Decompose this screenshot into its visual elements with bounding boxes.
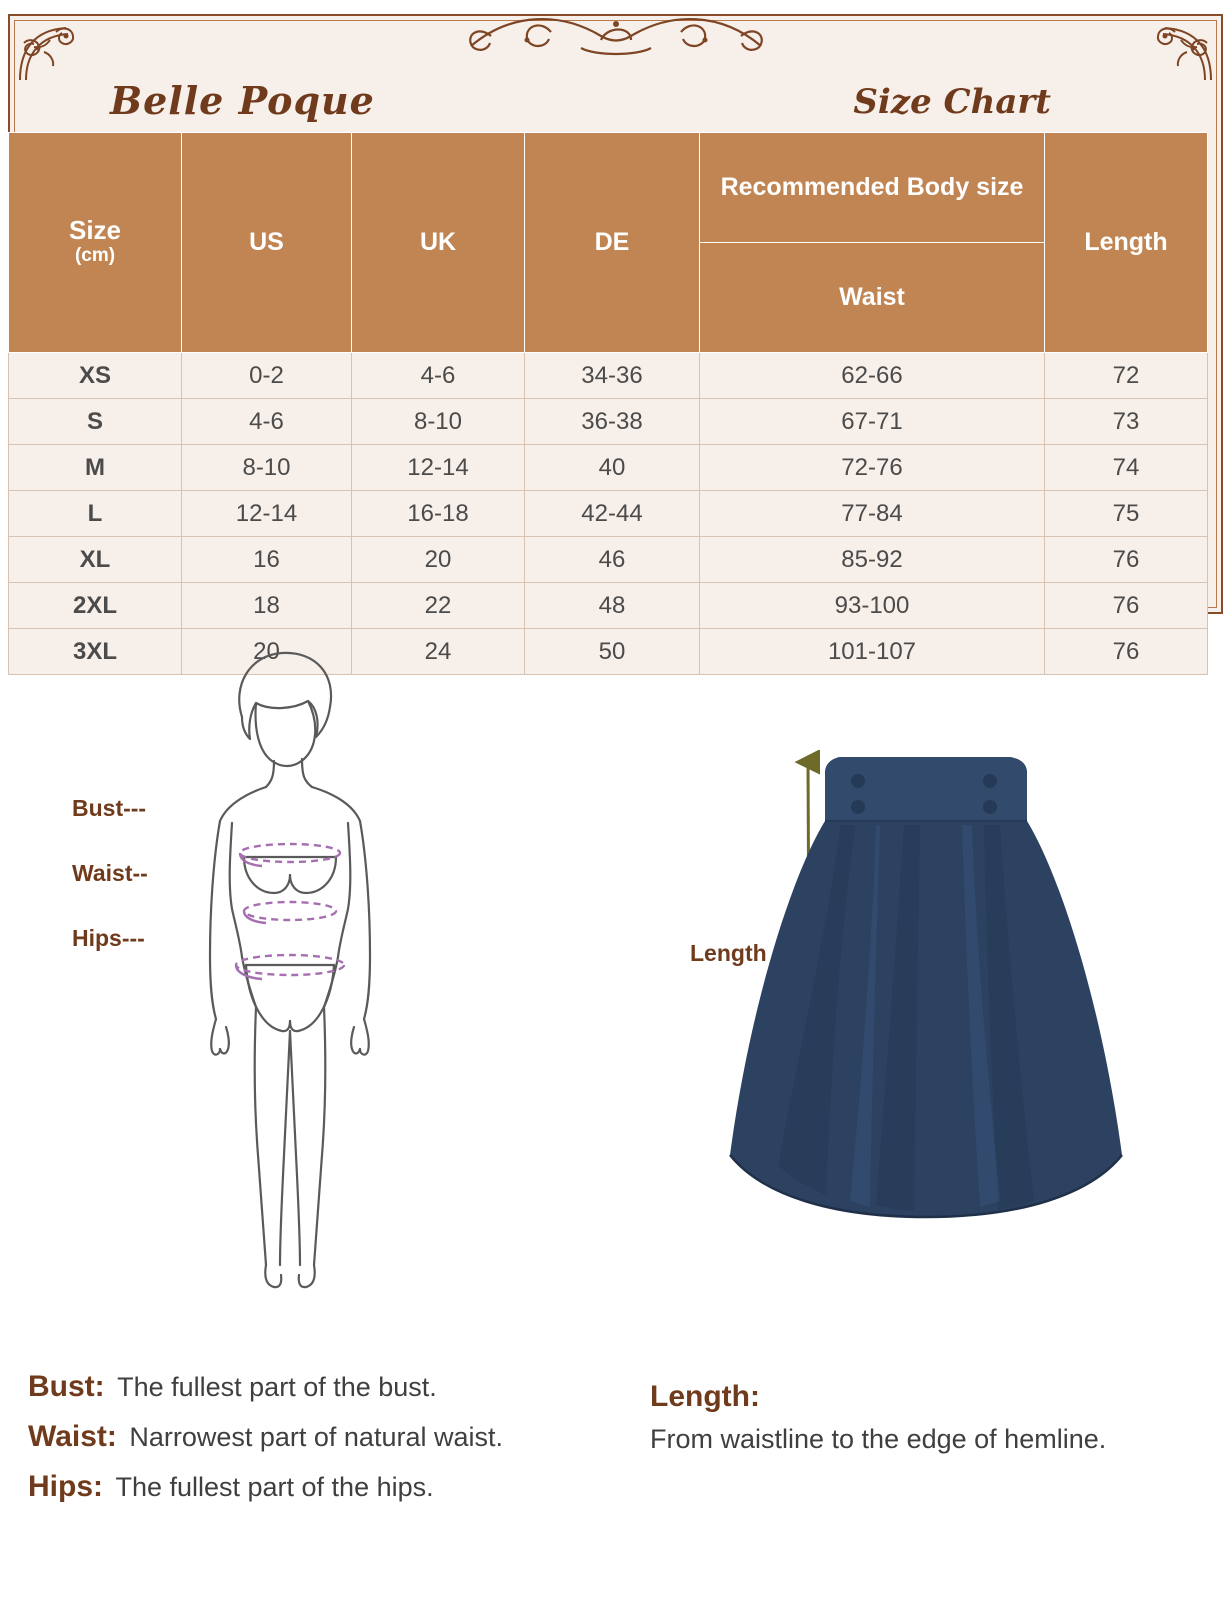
- label-hips: Hips---: [72, 925, 145, 951]
- cell-us: 20: [182, 629, 352, 675]
- illustration-area: [0, 625, 1231, 1315]
- col-header-length: Length: [1045, 133, 1208, 353]
- cell-size: XS: [9, 353, 182, 399]
- col-header-uk: UK: [352, 133, 525, 353]
- definition-waist: [28, 1420, 658, 1454]
- definition-length-term: Length:: [650, 1380, 760, 1413]
- cell-size: 3XL: [9, 629, 182, 675]
- cell-uk: 24: [352, 629, 525, 675]
- cell-us: 16: [182, 537, 352, 583]
- cell-uk: 8-10: [352, 399, 525, 445]
- definition-waist-text: Narrowest part of natural waist.: [129, 1422, 503, 1452]
- col-header-waist: Waist: [700, 243, 1045, 353]
- cell-waist: 62-66: [700, 353, 1045, 399]
- cell-size: S: [9, 399, 182, 445]
- definition-hips-text: The fullest part of the hips.: [115, 1472, 434, 1502]
- skirt-illustration-icon: [690, 725, 1160, 1285]
- table-row: [9, 445, 1208, 491]
- col-header-de: DE: [525, 133, 700, 353]
- cell-uk: 22: [352, 583, 525, 629]
- col-header-us: US: [182, 133, 352, 353]
- cell-us: 18: [182, 583, 352, 629]
- definition-hips-term: Hips:: [28, 1470, 103, 1503]
- size-table: [8, 132, 1208, 675]
- brand-name: Belle Poque: [110, 78, 375, 123]
- definition-waist-term: Waist:: [28, 1420, 117, 1453]
- cell-waist: 101-107: [700, 629, 1045, 675]
- cell-waist: 85-92: [700, 537, 1045, 583]
- cell-de: 36-38: [525, 399, 700, 445]
- cell-us: 12-14: [182, 491, 352, 537]
- cell-uk: 12-14: [352, 445, 525, 491]
- table-row: [9, 353, 1208, 399]
- cell-uk: 4-6: [352, 353, 525, 399]
- cell-waist: 93-100: [700, 583, 1045, 629]
- definition-length-text: From waistline to the edge of hemline.: [650, 1424, 1107, 1454]
- cell-size: XL: [9, 537, 182, 583]
- table-row: [9, 583, 1208, 629]
- cell-us: 0-2: [182, 353, 352, 399]
- cell-de: 40: [525, 445, 700, 491]
- body-figure-icon: [170, 635, 400, 1305]
- cell-size: M: [9, 445, 182, 491]
- cell-waist: 67-71: [700, 399, 1045, 445]
- cell-size: L: [9, 491, 182, 537]
- cell-uk: 16-18: [352, 491, 525, 537]
- col-header-size: [9, 133, 182, 353]
- top-flourish-icon: [451, 6, 781, 66]
- cell-length: 76: [1045, 537, 1208, 583]
- label-bust: Bust---: [72, 795, 147, 821]
- cell-waist: 72-76: [700, 445, 1045, 491]
- cell-de: 42-44: [525, 491, 700, 537]
- definition-bust-text: The fullest part of the bust.: [117, 1372, 437, 1402]
- cell-length: 73: [1045, 399, 1208, 445]
- col-header-size-unit: (cm): [74, 245, 116, 267]
- cell-de: 50: [525, 629, 700, 675]
- cell-de: 34-36: [525, 353, 700, 399]
- cell-length: 72: [1045, 353, 1208, 399]
- cell-de: 48: [525, 583, 700, 629]
- cell-us: 8-10: [182, 445, 352, 491]
- definition-hips: [28, 1470, 658, 1504]
- page-title: Size Chart: [853, 82, 1051, 122]
- definitions-right: [650, 1380, 1210, 1455]
- label-length: Length: [690, 940, 767, 966]
- cell-us: 4-6: [182, 399, 352, 445]
- definitions-left: [28, 1370, 658, 1520]
- col-header-size-main: Size: [68, 214, 122, 245]
- cell-length: 76: [1045, 629, 1208, 675]
- table-header-row: [9, 133, 1208, 243]
- cell-size: 2XL: [9, 583, 182, 629]
- definition-bust-term: Bust:: [28, 1370, 105, 1403]
- cell-length: 74: [1045, 445, 1208, 491]
- cell-length: 75: [1045, 491, 1208, 537]
- table-row: [9, 537, 1208, 583]
- label-waist: Waist--: [72, 860, 148, 886]
- table-row: [9, 399, 1208, 445]
- cell-waist: 77-84: [700, 491, 1045, 537]
- table-row: [9, 491, 1208, 537]
- cell-uk: 20: [352, 537, 525, 583]
- cell-de: 46: [525, 537, 700, 583]
- col-header-recommended-body-size: Recommended Body size: [700, 133, 1045, 243]
- cell-length: 76: [1045, 583, 1208, 629]
- definition-bust: [28, 1370, 658, 1404]
